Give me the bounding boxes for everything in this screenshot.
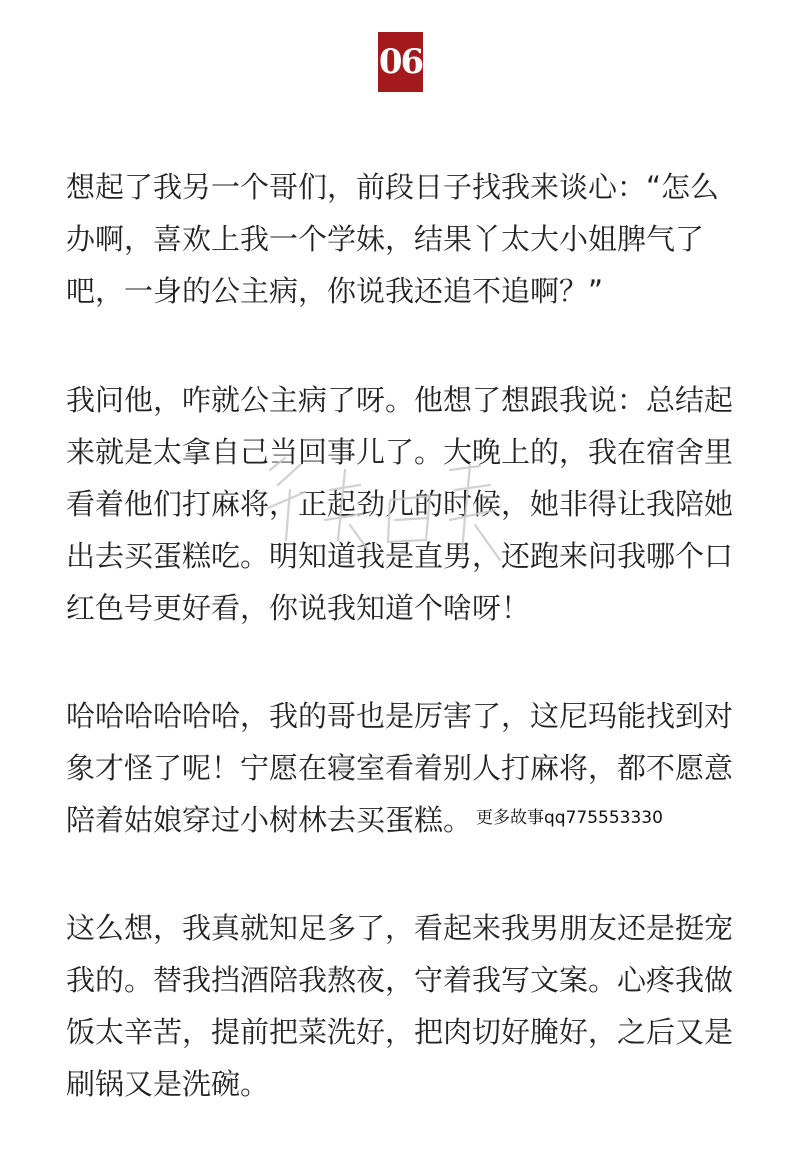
- paragraph-3: [66, 690, 736, 846]
- section-number: 06: [378, 42, 423, 82]
- paragraph-4: 这么想，我真就知足多了，看起来我男朋友还是挺宠我的。替我挡酒陪我熬夜，守着我写文案。心疼我做饭太辛苦，提前把菜洗好，把肉切好腌好，之后又是刷锅又是洗碗。: [66, 911, 734, 1101]
- paragraph-3-text: 哈哈哈哈哈哈，我的哥也是厉害了，这尼玛能找到对象才怪了呢！宁愿在寝室看着别人打麻将，都不愿意陪着姑娘穿过小树林去买蛋糕。: [66, 699, 734, 837]
- promo-label: 更多故事qq775553330: [472, 806, 667, 830]
- paragraph-2: 我问他，咋就公主病了呀。他想了想跟我说：总结起来就是太拿自己当回事儿了。大晚上的，我在宿舍里看着他们打麻将，正起劲儿的时候，她非得让我陪她出去买蛋糕吃。明知道我是直男，还跑来问我哪个口红色号更好看，你说我知道个啥呀！: [66, 383, 734, 625]
- section-number-badge: [378, 32, 423, 92]
- paragraph-1: 想起了我另一个哥们，前段日子找我来谈心：“怎么办啊，喜欢上我一个学妹，结果丫太大小姐脾气了吧，一身的公主病，你说我还追不追啊？”: [66, 170, 720, 308]
